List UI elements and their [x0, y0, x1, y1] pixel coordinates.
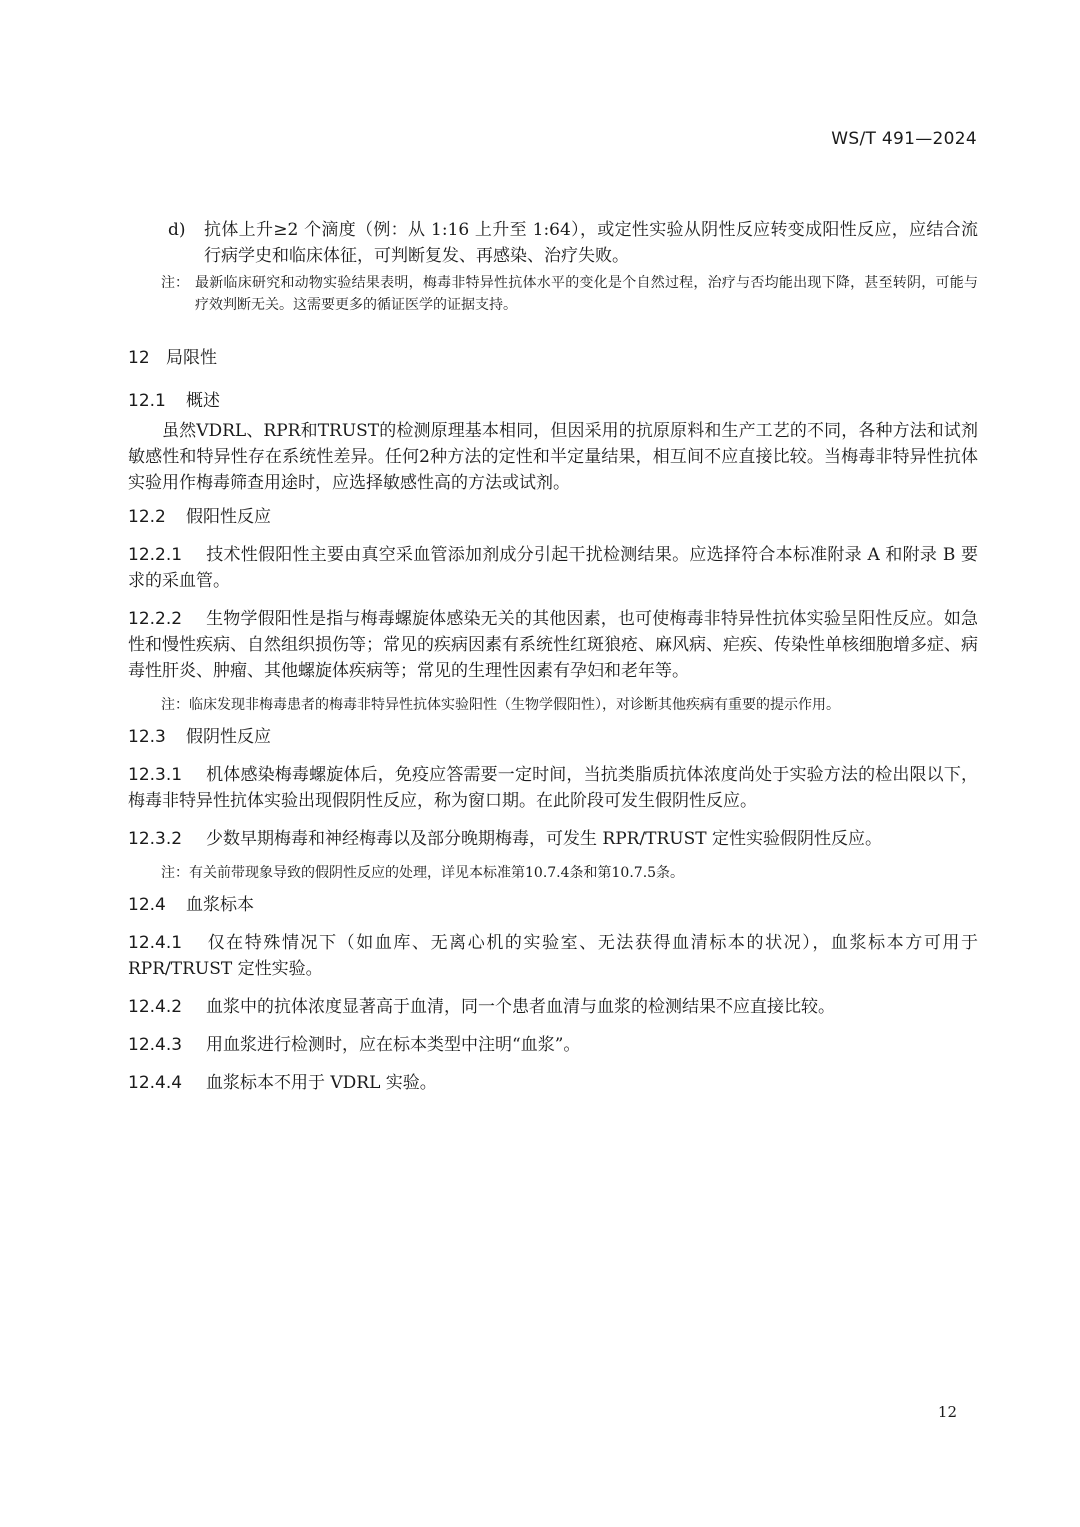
note-text: 最新临床研究和动物实验结果表明，梅毒非特异性抗体水平的变化是个自然过程，治疗与否均能出现下降，甚至转阴，可能与疗效判断无关。这需要更多的循证医学的证据支持。	[195, 275, 978, 313]
clause-number: 12.3.2	[128, 829, 183, 849]
list-item-d	[128, 217, 978, 269]
section-title: 概述	[186, 391, 220, 411]
clause-text: 血浆中的抗体浓度显著高于血清，同一个患者血清与血浆的检测结果不应直接比较。	[206, 997, 835, 1017]
section-number: 12.2	[128, 507, 166, 527]
page-content	[128, 217, 978, 1096]
clause-12-4-4	[128, 1070, 978, 1096]
note-biological-false-positive	[128, 694, 978, 716]
note-text: 有关前带现象导致的假阴性反应的处理，详见本标准第10.7.4条和第10.7.5条。	[189, 865, 685, 881]
note-label: 注：	[161, 697, 189, 713]
section-title: 局限性	[166, 348, 217, 368]
note-text: 临床发现非梅毒患者的梅毒非特异性抗体实验阳性（生物学假阳性），对诊断其他疾病有重要的提示作用。	[189, 697, 840, 713]
section-heading-12-1	[128, 388, 978, 414]
clause-text: 仅在特殊情况下（如血库、无离心机的实验室、无法获得血清标本的状况），血浆标本方可用于 RPR/TRUST 定性实验。	[128, 933, 978, 979]
section-number: 12	[128, 348, 150, 368]
clause-number: 12.4.3	[128, 1035, 183, 1055]
clause-12-4-3	[128, 1032, 978, 1058]
section-number: 12.4	[128, 895, 166, 915]
clause-12-2-2	[128, 606, 978, 684]
section-title: 血浆标本	[186, 895, 254, 915]
note-label: 注：	[161, 275, 189, 291]
section-heading-12	[128, 345, 978, 371]
clause-text: 少数早期梅毒和神经梅毒以及部分晚期梅毒，可发生 RPR/TRUST 定性实验假阴性反应。	[206, 829, 883, 849]
note-label: 注：	[161, 865, 189, 881]
clause-text: 机体感染梅毒螺旋体后，免疫应答需要一定时间，当抗类脂质抗体浓度尚处于实验方法的检出限以下，梅毒非特异性抗体实验出现假阴性反应，称为窗口期。在此阶段可发生假阴性反应。	[128, 765, 978, 811]
clause-text: 血浆标本不用于 VDRL 实验。	[206, 1073, 437, 1093]
clause-number: 12.4.4	[128, 1073, 183, 1093]
clause-text: 用血浆进行检测时，应在标本类型中注明“血浆”。	[206, 1035, 581, 1055]
note-prozone	[128, 862, 978, 884]
section-title: 假阴性反应	[186, 727, 271, 747]
clause-12-4-1	[128, 930, 978, 982]
list-item-text: 抗体上升≥2 个滴度（例：从 1:16 上升至 1:64），或定性实验从阴性反应转变成阳性反应，应结合流行病学史和临床体征，可判断复发、再感染、治疗失败。	[204, 220, 978, 266]
clause-number: 12.4.1	[128, 933, 183, 953]
document-code: WS/T 491—2024	[831, 129, 977, 149]
clause-text: 技术性假阳性主要由真空采血管添加剂成分引起干扰检测结果。应选择符合本标准附录 A 和附录 B 要求的采血管。	[128, 545, 978, 591]
note-clinical-research	[128, 272, 978, 316]
clause-12-2-1	[128, 542, 978, 594]
clause-number: 12.3.1	[128, 765, 183, 785]
clause-number: 12.2.1	[128, 545, 183, 565]
clause-text: 生物学假阳性是指与梅毒螺旋体感染无关的其他因素，也可使梅毒非特异性抗体实验呈阳性反应。如急性和慢性疾病、自然组织损伤等；常见的疾病因素有系统性红斑狼疮、麻风病、疟疾、传染性单核细胞增多症、病毒性肝炎、肿瘤、其他螺旋体疾病等；常见的生理性因素有孕妇和老年等。	[128, 609, 978, 681]
clause-12-3-1	[128, 762, 978, 814]
section-title: 假阳性反应	[186, 507, 271, 527]
section-heading-12-3	[128, 724, 978, 750]
clause-number: 12.4.2	[128, 997, 183, 1017]
section-heading-12-2	[128, 504, 978, 530]
clause-number: 12.2.2	[128, 609, 183, 629]
clause-12-4-2	[128, 994, 978, 1020]
clause-12-3-2	[128, 826, 978, 852]
page-number: 12	[937, 1403, 957, 1421]
paragraph-overview: 虽然VDRL、RPR和TRUST的检测原理基本相同，但因采用的抗原原料和生产工艺的不同，各种方法和试剂敏感性和特异性存在系统性差异。任何2种方法的定性和半定量结果，相互间不应直接比较。当梅毒非特异性抗体实验用作梅毒筛查用途时，应选择敏感性高的方法或试剂。	[128, 421, 978, 493]
section-heading-12-4	[128, 892, 978, 918]
list-marker: d)	[168, 220, 186, 240]
section-number: 12.1	[128, 391, 166, 411]
section-number: 12.3	[128, 727, 166, 747]
